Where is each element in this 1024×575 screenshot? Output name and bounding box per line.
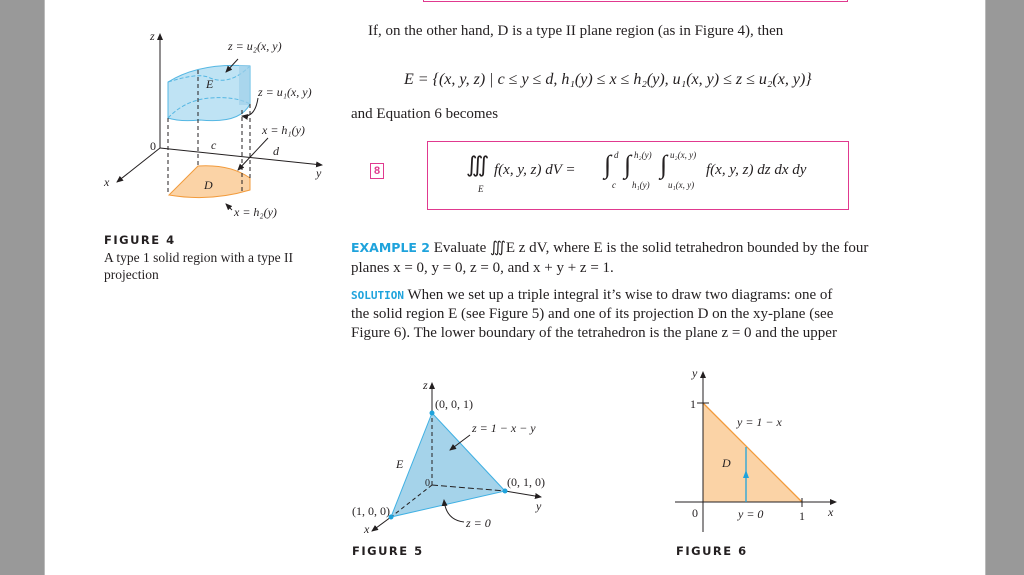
- label-x-axis: x: [104, 175, 110, 189]
- label-y-axis: y: [536, 499, 542, 513]
- label-D: D: [722, 456, 731, 470]
- label-y-axis: y: [692, 366, 698, 380]
- label-E: E: [206, 77, 214, 91]
- label-z-axis: z: [150, 29, 155, 43]
- equation-number: 8: [370, 163, 384, 179]
- label-bottom-plane: z = 0: [466, 516, 491, 530]
- solution-heading: SOLUTION: [351, 289, 404, 302]
- label-top-plane: z = 1 − x − y: [472, 421, 536, 435]
- label-lower: y = 0: [738, 507, 764, 521]
- limit: u₂(x, y): [670, 150, 697, 160]
- solution-line: the solid region E (see Figure 5) and one of its projection D on the xy-plane (see: [351, 306, 834, 322]
- equation-rhs: f(x, y, z) dz dx dy: [706, 162, 807, 178]
- integral-sign: ∫: [660, 150, 668, 179]
- label-h2: x = h₂(y): [234, 205, 277, 219]
- solution-line: Figure 6). The lower boundary of the tetrahedron is the plane z = 0 and the upper: [351, 325, 837, 341]
- intro-paragraph: If, on the other hand, D is a type II plane region (as in Figure 4), then: [368, 23, 784, 39]
- example-2-line: planes x = 0, y = 0, z = 0, and x + y + z = 1.: [351, 260, 614, 276]
- label-y-tick: 1: [690, 397, 696, 411]
- label-origin: 0: [150, 139, 156, 153]
- label-line: y = 1 − x: [737, 415, 782, 429]
- integral-sign: ∫: [624, 150, 632, 179]
- limit: u₁(x, y): [668, 180, 695, 190]
- limit: c: [612, 180, 616, 190]
- figure-4-caption-line: A type 1 solid region with a type II: [104, 250, 293, 265]
- equation-intro: and Equation 6 becomes: [351, 106, 499, 122]
- figure-6-title: FIGURE 6: [676, 544, 748, 558]
- label-point-001: (0, 0, 1): [435, 397, 473, 411]
- label-z-axis: z: [423, 378, 428, 392]
- label-u1: z = u₁(x, y): [258, 85, 312, 99]
- label-c: c: [211, 138, 217, 152]
- label-h1: x = h₁(y): [262, 123, 305, 137]
- example-text: Evaluate ∭E z dV, where E is the solid tetrahedron bounded by the four: [433, 240, 869, 256]
- label-x-axis: x: [828, 505, 834, 519]
- figure-5-title: FIGURE 5: [352, 544, 424, 558]
- label-point-010: (0, 1, 0): [507, 475, 545, 489]
- label-x-axis: x: [364, 522, 370, 536]
- label-E: E: [396, 457, 404, 471]
- integral-sign: ∫: [604, 150, 612, 179]
- label-origin: 0: [425, 478, 430, 489]
- limit: h₂(y): [634, 150, 652, 160]
- example-heading: EXAMPLE 2: [351, 240, 431, 255]
- figure-4-caption-line: projection: [104, 267, 159, 282]
- label-y-axis: y: [316, 166, 322, 180]
- label-u2: z = u₂(x, y): [228, 39, 282, 53]
- integral-domain: E: [478, 184, 484, 194]
- figure-4-title: FIGURE 4: [104, 233, 176, 247]
- label-D: D: [204, 178, 213, 192]
- limit: d: [614, 150, 619, 160]
- label-origin: 0: [692, 506, 698, 520]
- limit: h₁(y): [632, 180, 650, 190]
- triple-integral: ∭: [466, 152, 490, 177]
- solution-text: When we set up a triple integral it’s wise to draw two diagrams: one of: [407, 287, 833, 303]
- label-x-tick: 1: [799, 509, 805, 523]
- set-definition: E = {(x, y, z) | c ≤ y ≤ d, h₁(y) ≤ x ≤ h₂(y), u₁(x, y) ≤ z ≤ u₂(x, y)}: [404, 71, 812, 88]
- label-point-100: (1, 0, 0): [352, 504, 390, 518]
- equation-lhs: f(x, y, z) dV =: [494, 162, 576, 178]
- label-d: d: [273, 144, 279, 158]
